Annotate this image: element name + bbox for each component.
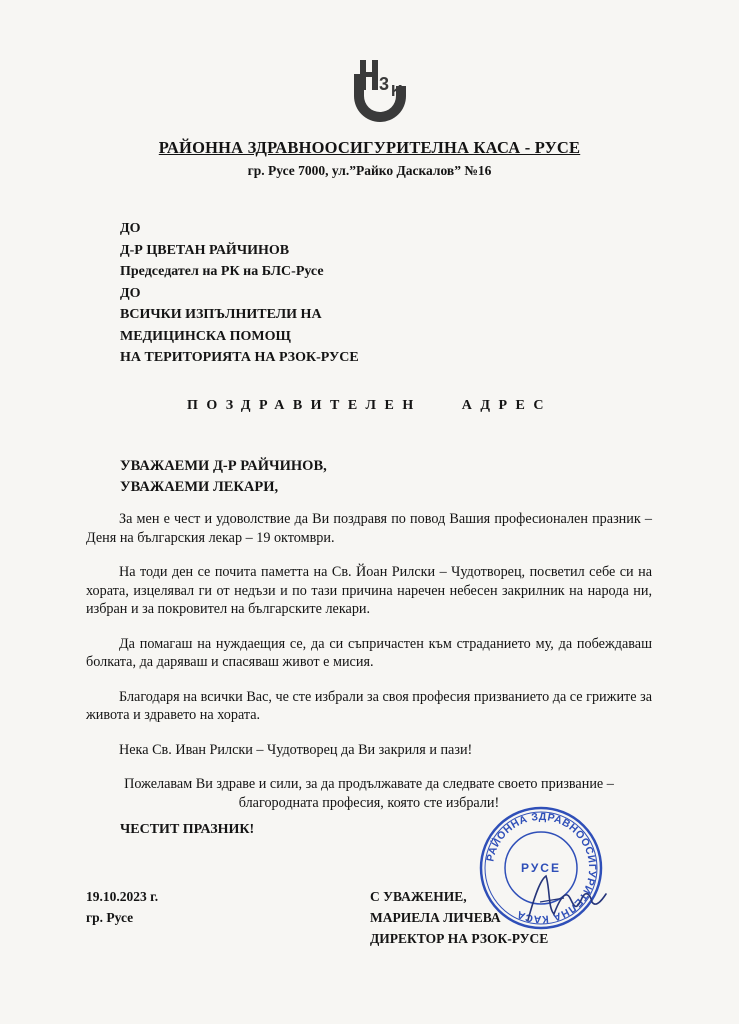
signatory-name: МАРИЕЛА ЛИЧЕВА	[370, 910, 501, 925]
recipient-line: ДО	[120, 285, 141, 301]
recipient-line: ДО	[120, 221, 141, 236]
svg-text:K: K	[391, 83, 403, 100]
recipient-line: Д-Р ЦВЕТАН РАЙЧИНОВ	[120, 242, 290, 258]
stamp-center-text: РУСЕ	[521, 861, 561, 875]
rzok-logo	[346, 56, 414, 124]
letter-place: гр. Русе	[86, 910, 134, 925]
paragraph: Пожелавам Ви здраве и сили, за да продължавате да следвате своето призвание – благородната професия, която сте избрали!	[124, 776, 614, 811]
stamp-ring-text: РАЙОННА ЗДРАВНООСИГУРИТЕЛНА КАСА	[484, 810, 599, 926]
signatory-title: ДИРЕКТОР НА РЗОК-РУСЕ	[370, 931, 549, 946]
paragraph: Да помагаш на нуждаещия се, да си съпричастен към страданието му, да побеждаваш болката, да даряваш и спасяваш живот е мисия.	[86, 635, 652, 670]
title-word-1: ПОЗДРАВИТЕЛЕН	[187, 398, 422, 413]
salutation-line: УВАЖАЕМИ ЛЕКАРИ,	[120, 479, 279, 495]
svg-text:3: 3	[379, 74, 390, 94]
paragraph: Нека Св. Иван Рилски – Чудотворец да Ви закриля и пази!	[119, 741, 473, 758]
organization-address: гр. Русе 7000, ул.”Райко Даскалов” №16	[247, 163, 492, 178]
paragraph: Благодаря на всички Вас, че сте избрали за своя професия призванието да се грижите за живота и здравето на хората.	[86, 688, 652, 723]
letter-body	[86, 510, 652, 828]
handwritten-signature	[520, 868, 610, 928]
salutation-line: УВАЖАЕМИ Д-Р РАЙЧИНОВ,	[120, 458, 327, 474]
recipient-line: ВСИЧКИ ИЗПЪЛНИТЕЛИ НА	[120, 307, 322, 322]
document-title	[0, 398, 739, 414]
recipient-line: МЕДИЦИНСКА ПОМОЩ	[120, 328, 291, 344]
title-word-2: АДРЕС	[461, 398, 552, 413]
salutation	[120, 456, 327, 498]
organization-name: РАЙОННА ЗДРАВНООСИГУРИТЕЛНА КАСА - РУСЕ	[158, 138, 581, 157]
paragraph: За мен е чест и удоволствие да Ви поздравя по повод Вашия професионален празник – Деня на българския лекар – 19 октомври.	[86, 511, 652, 546]
signature-closing: С УВАЖЕНИЕ,	[370, 889, 467, 904]
recipient-line: Председател на РК на БЛС-Русе	[120, 264, 324, 279]
date-place-block	[86, 886, 158, 928]
letter-date: 19.10.2023 г.	[86, 889, 159, 904]
paragraph: На тоди ден се почита паметта на Св. Йоан Рилски – Чудотворец, посветил себе си на хората, изцелявал ги от недъзи и по тази причина наречен небесен закрилник на народа ни, избран и за покровител на българските лекари.	[86, 564, 652, 617]
recipients-block	[120, 218, 359, 369]
recipient-line: НА ТЕРИТОРИЯТА НА РЗОК-РУСЕ	[120, 350, 359, 365]
closing-wish: ЧЕСТИТ ПРАЗНИК!	[120, 822, 255, 837]
